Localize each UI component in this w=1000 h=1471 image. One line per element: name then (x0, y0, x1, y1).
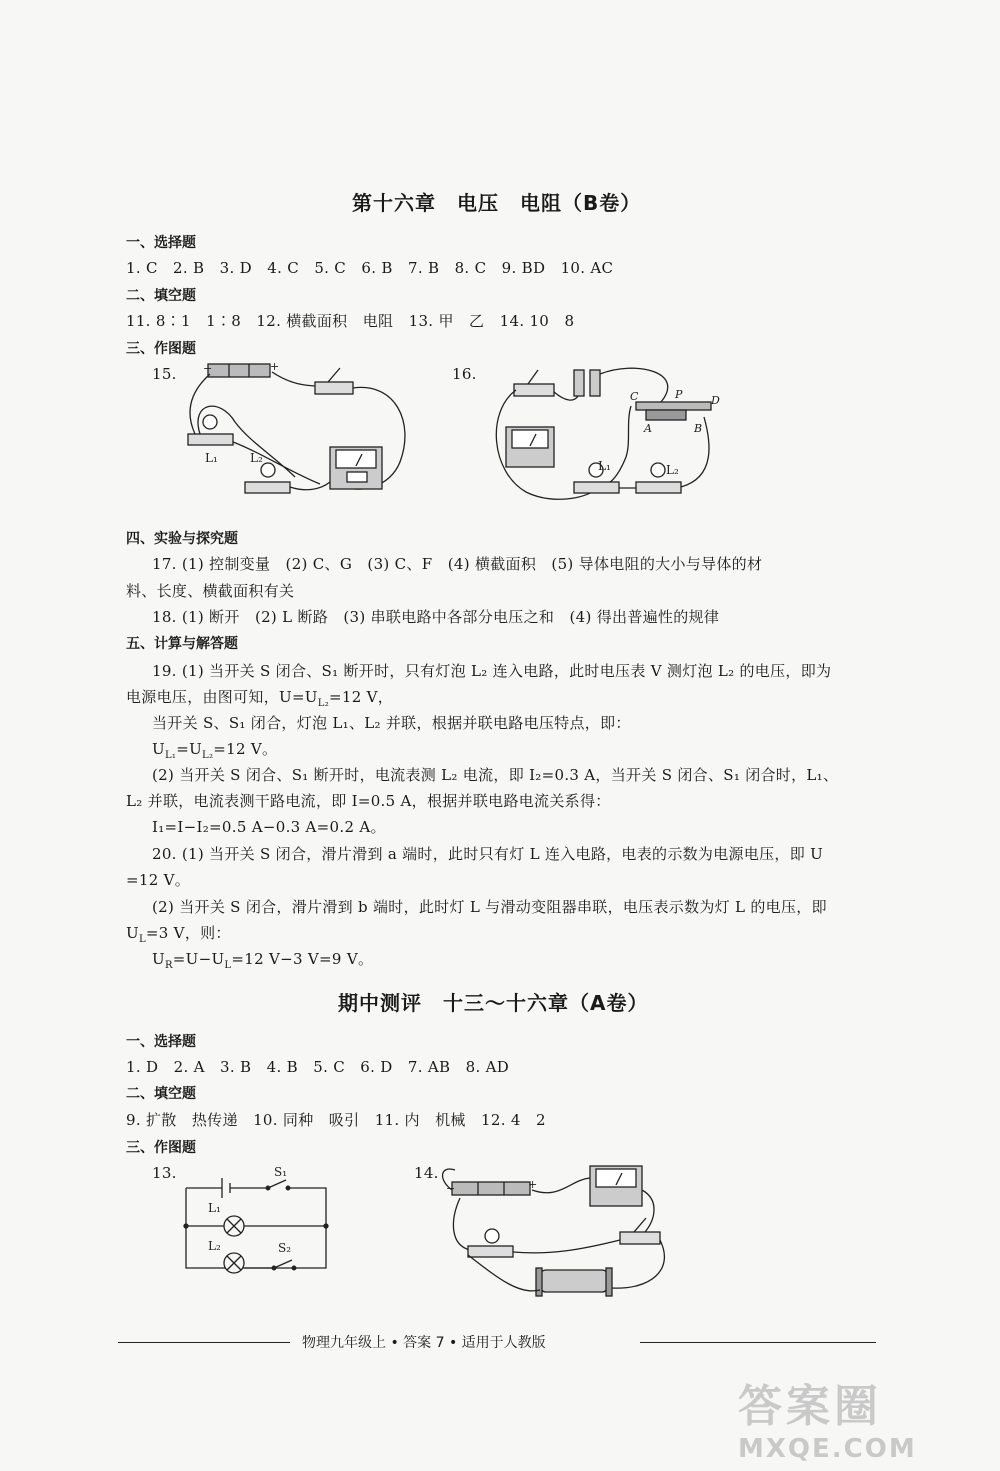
answer-line: 11. 8∶1 1∶8 12. 横截面积 电阻 13. 甲 乙 14. 10 8 (126, 312, 575, 330)
midterm-title: 期中测评 十三～十六章（A卷） (338, 991, 649, 1015)
lamp-l2-label: L₂ (666, 463, 679, 477)
section-heading: 二、填空题 (126, 1086, 196, 1102)
answer-line: 20. (1) 当开关 S 闭合，滑片滑到 a 端时，此时只有灯 L 连入电路，电表的示数为电源电压，即 U (152, 845, 824, 863)
terminal-c-label: C (630, 390, 639, 403)
question-number: 14. (414, 1164, 439, 1182)
answer-line: 18. (1) 断开 (2) L 断路 (3) 串联电路中各部分电压之和 (4) 得出普遍性的规律 (152, 608, 720, 626)
section-heading: 一、选择题 (126, 1034, 196, 1050)
answer-line: (2) 当开关 S 闭合，滑片滑到 b 端时，此时灯 L 与滑动变阻器串联，电压表示数为灯 L 的电压，即 (152, 898, 827, 916)
answer-line: =12 V。 (126, 871, 191, 889)
terminal-plus-label: + (528, 1178, 538, 1191)
section-heading: 三、作图题 (126, 1140, 196, 1156)
watermark-text: 答案圈 (738, 1381, 882, 1432)
switch-s2-label: S₂ (278, 1241, 292, 1255)
section-heading: 一、选择题 (126, 235, 196, 251)
answer-line: 17. (1) 控制变量 (2) C、G (3) C、F (4) 横截面积 (5) 导体电阻的大小与导体的材 (152, 555, 763, 573)
section-heading: 五、计算与解答题 (126, 636, 238, 652)
lamp-l2-label: L₂ (250, 451, 263, 465)
section-heading: 四、实验与探究题 (126, 531, 238, 547)
figure-14-circuit (440, 1160, 680, 1315)
footer-rule-right (640, 1342, 876, 1343)
answer-line: (2) 当开关 S 闭合、S₁ 断开时，电流表测 L₂ 电流，即 I₂=0.3 A，当开关 S 闭合、S₁ 闭合时，L₁、 (152, 766, 839, 784)
watermark-logo (738, 1370, 978, 1465)
answer-line: 19. (1) 当开关 S 闭合、S₁ 断开时，只有灯泡 L₂ 连入电路，此时电压表 V 测灯泡 L₂ 的电压，即为 (152, 662, 832, 680)
section-heading: 二、填空题 (126, 288, 196, 304)
terminal-minus-label: − (446, 1182, 456, 1195)
watermark-url: MXQE.COM (738, 1434, 917, 1464)
lamp-l1-label: L₁ (598, 459, 611, 473)
terminal-plus-label: + (270, 362, 280, 373)
answer-line: 1. C 2. B 3. D 4. C 5. C 6. B 7. B 8. C 9. BD 10. AC (126, 259, 614, 277)
chapter-title: 第十六章 电压 电阻（B卷） (352, 191, 642, 215)
section-heading: 三、作图题 (126, 341, 196, 357)
answer-line: 1. D 2. A 3. B 4. B 5. C 6. D 7. AB 8. AD (126, 1058, 510, 1076)
answer-line: $U_R=U-U_L=12$ V−3 V=9 V。 (152, 950, 374, 971)
terminal-b-label: B (694, 422, 703, 435)
answer-line: 料、长度、横截面积有关 (126, 582, 295, 600)
footer-rule-left (118, 1342, 290, 1343)
answer-line: $U_L=3$ V，则： (126, 924, 231, 945)
terminal-d-label: D (711, 394, 720, 407)
figure-13-circuit (178, 1160, 338, 1278)
terminal-minus-label: − (203, 362, 213, 375)
answer-line: 电源电压，由图可知，$U=U_{L_2}=12$ V， (126, 688, 394, 709)
slider-p-label: P (675, 388, 683, 401)
question-number: 15. (152, 365, 177, 383)
answer-line: $U_{L_1}=U_{L_2}=12$ V。 (152, 740, 278, 761)
terminal-a-label: A (644, 422, 652, 435)
answer-line: L₂ 并联，电流表测干路电流，即 I=0.5 A，根据并联电路电流关系得： (126, 792, 611, 810)
lamp-l1-label: L₁ (205, 451, 218, 465)
figure-16-circuit (486, 362, 736, 517)
lamp-l2-label: L₂ (208, 1239, 221, 1253)
lamp-l1-label: L₁ (208, 1201, 221, 1215)
answer-line: I₁=I−I₂=0.5 A−0.3 A=0.2 A。 (152, 818, 386, 836)
question-number: 13. (152, 1164, 177, 1182)
question-number: 16. (452, 365, 477, 383)
answer-line: 9. 扩散 热传递 10. 同种 吸引 11. 内 机械 12. 4 2 (126, 1111, 546, 1129)
answer-line: 当开关 S、S₁ 闭合，灯泡 L₁、L₂ 并联，根据并联电路电压特点，即： (152, 714, 631, 732)
page-footer: 物理九年级上 • 答案 7 • 适用于人教版 (302, 1335, 546, 1351)
switch-s1-label: S₁ (274, 1165, 288, 1179)
figure-15-circuit (180, 362, 420, 507)
